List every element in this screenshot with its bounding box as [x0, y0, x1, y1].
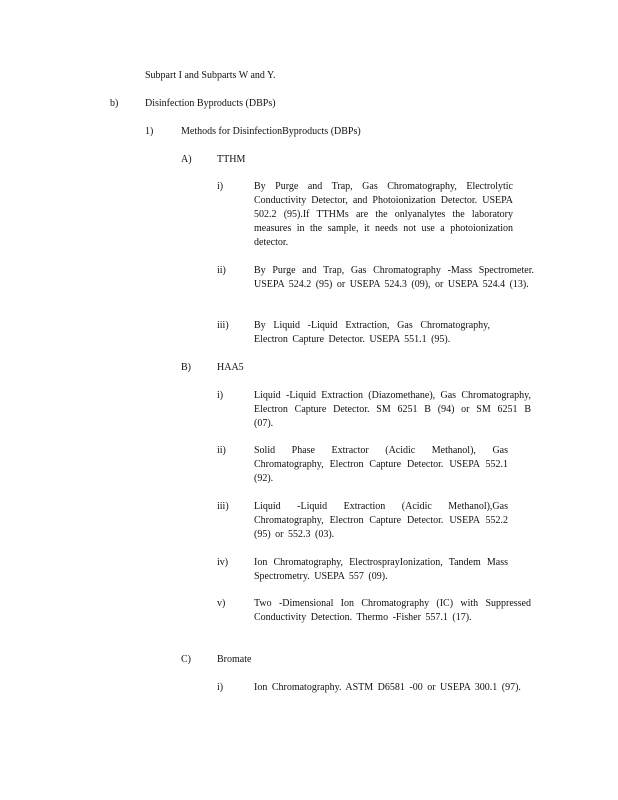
B-v-text: Two -Dimensional Ion Chromatography (IC) with Suppressed Conductivity Detection. Thermo -Fisher 557.1 (17).	[254, 598, 531, 623]
B-iv-label: iv)	[217, 557, 229, 568]
A-ii-text: By Purge and Trap, Gas Chromatography -Mass Spectrometer. USEPA 524.2 (95) or USEPA 524.3 (09), or USEPA 524.4 (13).	[254, 265, 534, 290]
A-iii-label: iii)	[217, 320, 229, 331]
A-ii-label: ii)	[217, 265, 226, 276]
item-A-label: A)	[181, 154, 192, 165]
subsection-1-label: 1)	[145, 126, 154, 137]
A-i-text: By Purge and Trap, Gas Chromatography, Electrolytic Conductivity Detector, and Photoionization Detector. USEPA 502.2 (95).If TTHMs are the onlyanalytes the laboratory measures in the sample, it needs not use a photoionization detector.	[254, 181, 513, 248]
item-B-title: HAA5	[217, 362, 244, 373]
B-i-text: Liquid -Liquid Extraction (Diazomethane), Gas Chromatography, Electron Capture Detector. SM 6251 B (94) or SM 6251 B (07).	[254, 390, 531, 429]
section-b-heading: Disinfection Byproducts (DBPs)	[145, 98, 276, 109]
item-B-label: B)	[181, 362, 191, 373]
A-iii-text: By Liquid -Liquid Extraction, Gas Chromatography, Electron Capture Detector. USEPA 551.1 (95).	[254, 320, 490, 345]
item-C-label: C)	[181, 654, 191, 665]
C-i-label: i)	[217, 682, 224, 693]
item-C-title: Bromate	[217, 654, 252, 665]
item-A-title: TTHM	[217, 154, 246, 165]
B-v-label: v)	[217, 598, 226, 609]
C-i-text: Ion Chromatography. ASTM D6581 -00 or USEPA 300.1 (97).	[254, 682, 521, 693]
B-i-label: i)	[217, 390, 224, 401]
B-ii-text: Solid Phase Extractor (Acidic Methanol), Gas Chromatography, Electron Capture Detector. USEPA 552.1 (92).	[254, 445, 508, 484]
A-i-label: i)	[217, 181, 224, 192]
B-iv-text: Ion Chromatography, ElectrosprayIonization, Tandem Mass Spectrometry. USEPA 557 (09).	[254, 557, 508, 582]
intro-line: Subpart I and Subparts W and Y.	[145, 70, 276, 81]
section-b-label: b)	[110, 98, 119, 109]
subsection-1-heading: Methods for DisinfectionByproducts (DBPs)	[181, 126, 361, 137]
B-iii-text: Liquid -Liquid Extraction (Acidic Methanol),Gas Chromatography, Electron Capture Detector. USEPA 552.2 (95) or 552.3 (03).	[254, 501, 508, 540]
B-iii-label: iii)	[217, 501, 229, 512]
B-ii-label: ii)	[217, 445, 226, 456]
